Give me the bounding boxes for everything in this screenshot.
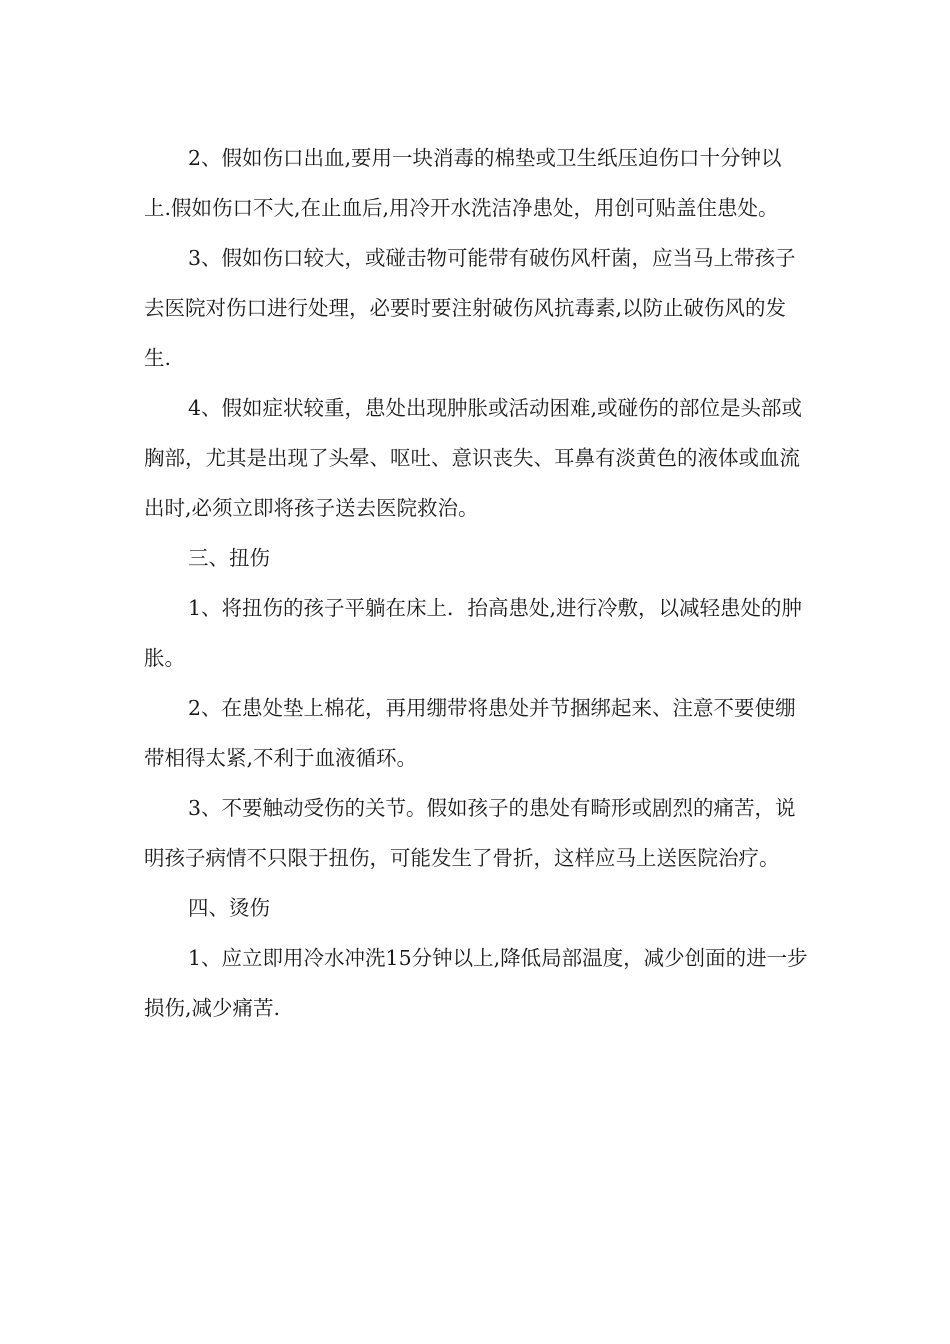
paragraph-bleeding-wound: 2、假如伤口出血,要用一块消毒的棉垫或卫生纸压迫伤口十分钟以上.假如伤口不大,在止血后,用冷开水洗洁净患处，用创可贴盖住患处。 <box>144 146 782 220</box>
paragraph-sprain-step-3: 3、不要触动受伤的关节。假如孩子的患处有畸形或剧烈的痛苦，说明孩子病情不只限于扭伤，可能发生了骨折，这样应马上送医院治疗。 <box>144 796 796 870</box>
document-body <box>144 133 808 1033</box>
section-heading-sprain: 三、扭伤 <box>188 546 270 570</box>
section-heading-burn: 四、烫伤 <box>188 896 270 920</box>
paragraph-sprain-step-2: 2、在患处垫上棉花，再用绷带将患处并节捆绑起来、注意不要使绷带相得太紧,不利于血液循环。 <box>144 696 796 770</box>
paragraph-large-wound: 3、假如伤口较大，或碰击物可能带有破伤风杆菌，应当马上带孩子去医院对伤口进行处理，必要时要注射破伤风抗毒素,以防止破伤风的发生. <box>144 246 796 370</box>
paragraph-burn-step-1: 1、应立即用冷水冲洗15分钟以上,降低局部温度，减少创面的进一步损伤,减少痛苦. <box>144 946 808 1020</box>
paragraph-sprain-step-1: 1、将扭伤的孩子平躺在床上．抬高患处,进行冷敷，以减轻患处的肿胀。 <box>144 596 803 670</box>
paragraph-severe-symptoms: 4、假如症状较重，患处出现肿胀或活动困难,或碰伤的部位是头部或胸部，尤其是出现了头晕、呕吐、意识丧失、耳鼻有淡黄色的液体或血流出时,必须立即将孩子送去医院救治。 <box>144 396 803 520</box>
